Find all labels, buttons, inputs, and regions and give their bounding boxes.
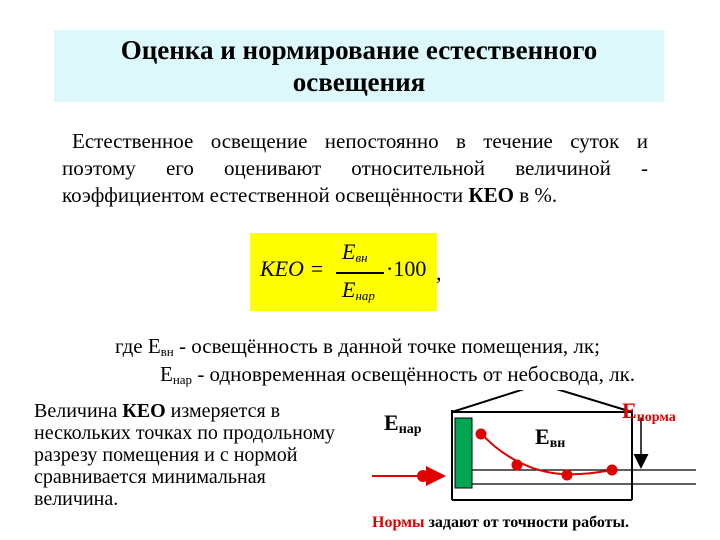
formula-lhs: КЕО = — [260, 256, 325, 281]
page-title: Оценка и нормирование естественного освещения — [120, 35, 598, 97]
definition-e-nar: $Е_{нар}$ - одновременная освещённость от небосвода, лк. — [160, 362, 636, 387]
measurement-note: Величина КЕО измеряется в нескольких точках по продольному разрезу помещения и с нормой сравнивается минимальная величина. — [34, 400, 336, 510]
label-e-vn: $Е_{вн}$ — [535, 424, 566, 451]
label-e-nar: $Е_{нар}$ — [384, 410, 422, 437]
keo-formula — [250, 233, 470, 311]
formula-comma: , — [436, 260, 442, 285]
footer-norms-word: Нормы — [372, 514, 425, 531]
intro-paragraph — [62, 128, 648, 209]
formula-multiplier: ·100 — [386, 256, 427, 281]
measure-point-4 — [607, 465, 618, 476]
measure-point-3 — [562, 470, 573, 481]
window-pane — [455, 418, 472, 488]
footer-text: задают от точности работы. — [424, 514, 630, 531]
label-e-norm: $Е_{норма}$ — [622, 398, 676, 425]
footer-note — [372, 514, 629, 532]
intro-text-after: в %. — [513, 183, 558, 207]
intro-text-before: Естественное освещение непостоянно в течение суток и поэтому его оценивают относительной величиной - коэффициентом естественной освещённости — [62, 129, 648, 207]
intro-keo-bold: КЕО — [468, 183, 514, 207]
external-measure-point — [417, 470, 429, 482]
measure-point-1 — [476, 429, 487, 440]
formula-numerator: $E_{вн}$ — [342, 239, 368, 265]
definition-e-vn: где $Е_{вн}$ - освещённость в данной точке помещения, лк; — [115, 334, 600, 359]
fraction-bar — [336, 272, 384, 274]
measure-point-2 — [512, 460, 523, 471]
roof-line — [452, 390, 632, 412]
formula-denominator: $E_{нар}$ — [342, 277, 375, 303]
